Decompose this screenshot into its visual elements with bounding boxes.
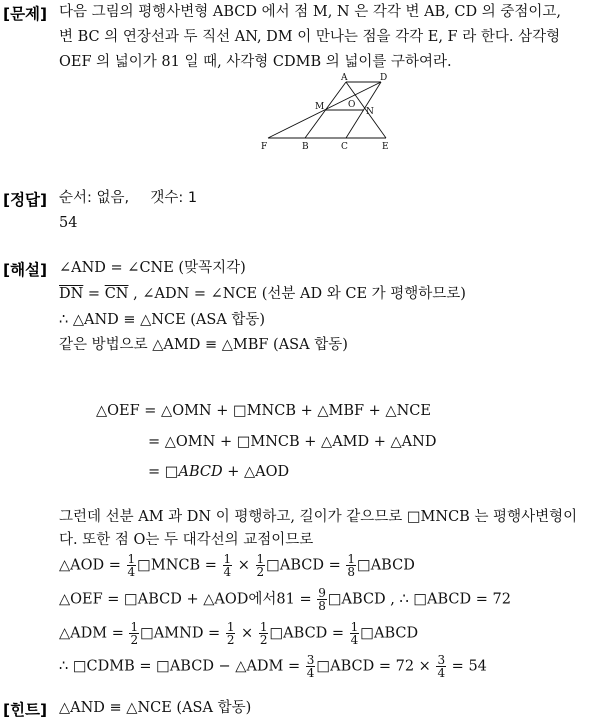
label-N: N [366,107,374,117]
problem-line-2: 변 BC 의 연장선과 두 직선 AN, DM 이 만나는 점을 각각 E, F 라 한다. 삼각형 [59,29,561,45]
para-line-2: 다. 또한 점 O는 두 대각선의 교점이므로 [59,532,314,548]
formula-adm: △ADM = $\frac{1}{2}$ □AMND = $\frac{1}{2}$ × $\frac{1}{2}$ □ABCD = $\frac{1}{4}$ □ABCD [59,620,419,647]
label-D: D [380,73,388,83]
formula-aod: △AOD = $\frac{1}{4}$ □MNCB = $\frac{1}{4}$ × $\frac{1}{2}$ □ABCD = $\frac{1}{8}$ □ABCD [59,552,415,579]
label-E: E [382,142,389,152]
segment-dn: $\overline{DN}$ [59,286,84,302]
segment-cn: $\overline{CN}$ [104,286,129,302]
answer-meta [59,188,197,208]
label-B: B [302,142,309,152]
problem-label: [문제] [3,5,48,23]
parallelogram-figure [258,72,398,152]
answer-value: 54 [59,215,78,231]
solution-line-1: ∠AND = ∠CNE (맞꼭지각) [59,260,246,276]
problem-line-3: OEF 의 넓이가 81 일 때, 사각형 CDMB 의 넓이를 구하여라. [59,54,452,70]
solution-line-3: ∴ △AND ≡ △NCE (ASA 합동) [59,312,266,328]
hint-text: △AND ≡ △NCE (ASA 합동) [59,700,252,716]
label-O: O [348,100,356,110]
answer-label: [정답] [3,191,48,209]
label-M: M [315,102,325,112]
label-C: C [341,142,348,152]
answer-order: 순서: 없음, [59,190,130,206]
solution-line-4: 같은 방법으로 △AMD ≡ △MBF (ASA 합동) [59,337,348,353]
para-line-1: 그런데 선분 AM 과 DN 이 평행하고, 길이가 같으므로 □MNCB 는 평행사변형이 [59,509,578,525]
formula-cdmb: ∴ □CDMB = □ABCD − △ADM = $\frac{3}{4}$ □ABCD = 72 × $\frac{3}{4}$ = 54 [59,653,487,680]
equation-3: = □ABCD + △AOD [148,464,290,480]
formula-oef: △OEF = □ABCD + △AOD에서81 = $\frac{9}{8}$ □ABCD , ∴ □ABCD = 72 [59,586,511,613]
equation-1: △OEF = △OMN + □MNCB + △MBF + △NCE [96,403,431,419]
problem-line-1: 다음 그림의 평행사변형 ABCD 에서 점 M, N 은 각각 변 AB, CD 의 중점이고, [59,4,562,20]
equation-2: = △OMN + □MNCB + △AMD + △AND [148,434,437,450]
solution-line-2: $\overline{DN} = \overline{CN}$ , ∠ADN = ∠NCE (선분 AD 와 CE 가 평행하므로) [59,286,466,302]
hint-label: [힌트] [3,701,48,719]
answer-count: 갯수: 1 [150,190,198,206]
label-A: A [341,73,348,83]
solution-label: [해설] [3,261,48,279]
label-F: F [261,142,268,152]
